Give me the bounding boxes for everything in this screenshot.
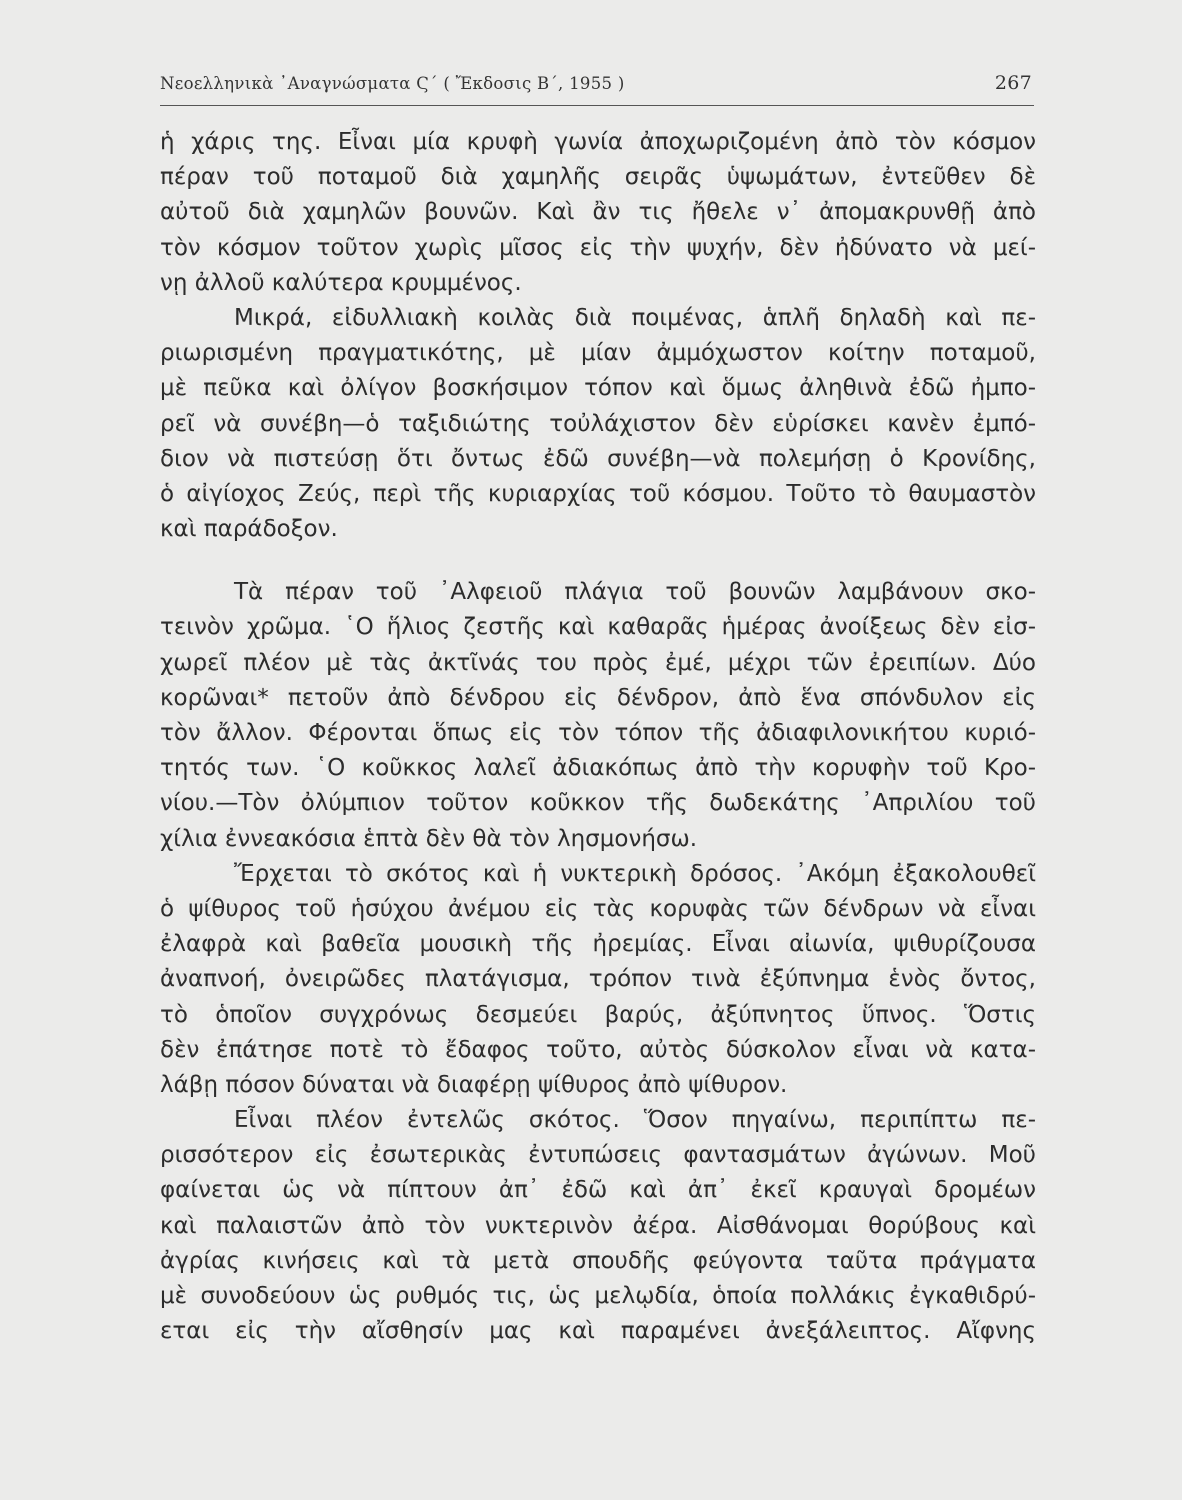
text-line: τὸν κόσμον τοῦτον χωρὶς μῖσος εἰς τὴν ψυχήν, δὲν ἠδύνατο νὰ μεί- xyxy=(160,234,1036,261)
text-line: πέραν τοῦ ποταμοῦ διὰ χαμηλῆς σειρᾶς ὑψωμάτων, ἐντεῦθεν δὲ xyxy=(160,164,1036,191)
text-line: Ἔρχεται τὸ σκότος καὶ ἡ νυκτερικὴ δρόσος. ᾿Ακόμη ἐξακολουθεῖ xyxy=(234,860,1036,887)
text-line: τὸν ἄλλον. Φέρονται ὅπως εἰς τὸν τόπον τῆς ἀδιαφιλονικήτου κυριό- xyxy=(160,720,1036,746)
text-line: ὁ αἰγίοχος Ζεύς, περὶ τῆς κυριαρχίας τοῦ κόσμου. Τοῦτο τὸ θαυμαστὸν xyxy=(160,480,1036,507)
text-line: χωρεῖ πλέον μὲ τὰς ἀκτῖνάς του πρὸς ἐμέ, μέχρι τῶν ἐρειπίων. Δύο xyxy=(160,649,1036,676)
text-line: ριωρισμένη πραγματικότης, μὲ μίαν ἀμμόχωστον κοίτην ποταμοῦ, xyxy=(160,340,1036,367)
text-line: λάβῃ πόσον δύναται νὰ διαφέρῃ ψίθυρος ἀπὸ ψίθυρον. xyxy=(160,1071,788,1098)
text-line: μὲ συνοδεύουν ὡς ρυθμός τις, ὡς μελῳδία, ὁποία πολλάκις ἐγκαθιδρύ- xyxy=(160,1283,1036,1309)
text-line: κορῶναι* πετοῦν ἀπὸ δένδρου εἰς δένδρον, ἀπὸ ἕνα σπόνδυλον εἰς xyxy=(160,684,1036,711)
paragraph xyxy=(160,1103,1036,1349)
text-line: τὸ ὁποῖον συγχρόνως δεσμεύει βαρύς, ἀξύπνητος ὕπνος. Ὅστις xyxy=(160,1001,1036,1028)
text-line: καὶ παράδοξον. xyxy=(160,516,338,543)
paragraph xyxy=(160,857,1036,1103)
text-line: καὶ παλαιστῶν ἀπὸ τὸν νυκτερινὸν ἀέρα. Αἰσθάνομαι θορύβους καὶ xyxy=(160,1212,1036,1239)
text-line: Τὰ πέραν τοῦ ᾿Αλφειοῦ πλάγια τοῦ βουνῶν λαμβάνουν σκο- xyxy=(234,579,1036,606)
text-line: μὲ πεῦκα καὶ ὀλίγον βοσκήσιμον τόπον καὶ ὅμως ἀληθινὰ ἐδῶ ἠμπο- xyxy=(160,375,1036,402)
page-number: 267 xyxy=(994,72,1032,94)
text-line: φαίνεται ὡς νὰ πίπτουν ἀπ᾿ ἐδῶ καὶ ἀπ᾿ ἐκεῖ κραυγαὶ δρομέων xyxy=(160,1177,1036,1204)
header-rule xyxy=(160,105,1034,106)
text-line: δὲν ἐπάτησε ποτὲ τὸ ἔδαφος τοῦτο, αὐτὸς δύσκολον εἶναι νὰ κατα- xyxy=(160,1036,1036,1063)
text-line: τεινὸν χρῶμα. ῾Ο ἥλιος ζεστῆς καὶ καθαρᾶς ἡμέρας ἀνοίξεως δὲν εἰσ- xyxy=(160,614,1036,641)
text-line: διον νὰ πιστεύσῃ ὅτι ὄντως ἐδῶ συνέβη—νὰ πολεμήσῃ ὁ Κρονίδης, xyxy=(160,445,1036,472)
paragraph-gap xyxy=(160,547,1036,575)
running-title: Νεοελληνικὰ ᾿Αναγνώσματα Ϛ΄ ( Ἔκδοσις Β΄, 1955 ) xyxy=(160,74,625,93)
text-line: τητός των. ῾Ο κοῦκκος λαλεῖ ἀδιακόπως ἀπὸ τὴν κορυφὴν τοῦ Κρο- xyxy=(160,755,1036,782)
text-line: ἡ χάρις της. Εἶναι μία κρυφὴ γωνία ἀποχωριζομένη ἀπὸ τὸν κόσμον xyxy=(160,129,1036,155)
text-line: ὁ ψίθυρος τοῦ ἡσύχου ἀνέμου εἰς τὰς κορυφὰς τῶν δένδρων νὰ εἶναι xyxy=(160,895,1036,922)
text-line: ἀναπνοή, ὀνειρῶδες πλατάγισμα, τρόπον τινὰ ἐξύπνημα ἑνὸς ὄντος, xyxy=(160,966,1036,993)
paragraph xyxy=(160,575,1036,857)
text-line: ἀγρίας κινήσεις καὶ τὰ μετὰ σπουδῆς φεύγοντα ταῦτα πράγματα xyxy=(160,1247,1036,1274)
text-line: νῃ ἀλλοῦ καλύτερα κρυμμένος. xyxy=(160,269,522,296)
text-line: ἐλαφρὰ καὶ βαθεῖα μουσικὴ τῆς ἠρεμίας. Εἶναι αἰωνία, ψιθυρίζουσα xyxy=(160,931,1036,958)
text-line: νίου.—Τὸν ὀλύμπιον τοῦτον κοῦκκον τῆς δωδεκάτης ᾿Απριλίου τοῦ xyxy=(160,790,1036,817)
text-line: αὐτοῦ διὰ χαμηλῶν βουνῶν. Καὶ ἂν τις ἤθελε ν᾿ ἀπομακρυνθῇ ἀπὸ xyxy=(160,199,1036,226)
paragraph xyxy=(160,125,1036,301)
running-header xyxy=(160,72,1032,102)
body-text xyxy=(160,125,1036,1349)
text-line: Μικρά, εἰδυλλιακὴ κοιλὰς διὰ ποιμένας, ἁπλῆ δηλαδὴ καὶ πε- xyxy=(234,304,1036,331)
paragraph xyxy=(160,301,1036,547)
text-line: ρισσότερον εἰς ἐσωτερικὰς ἐντυπώσεις φαντασμάτων ἀγώνων. Μοῦ xyxy=(160,1142,1036,1169)
text-line: Εἶναι πλέον ἐντελῶς σκότος. Ὅσον πηγαίνω, περιπίπτω πε- xyxy=(234,1107,1036,1134)
text-line: εται εἰς τὴν αἴσθησίν μας καὶ παραμένει ἀνεξάλειπτος. Αἴφνης xyxy=(160,1318,1036,1345)
text-line: χίλια ἐννεακόσια ἑπτὰ δὲν θὰ τὸν λησμονήσω. xyxy=(160,825,698,852)
text-line: ρεῖ νὰ συνέβη—ὁ ταξιδιώτης τοὐλάχιστον δὲν εὑρίσκει κανὲν ἐμπό- xyxy=(160,410,1036,437)
